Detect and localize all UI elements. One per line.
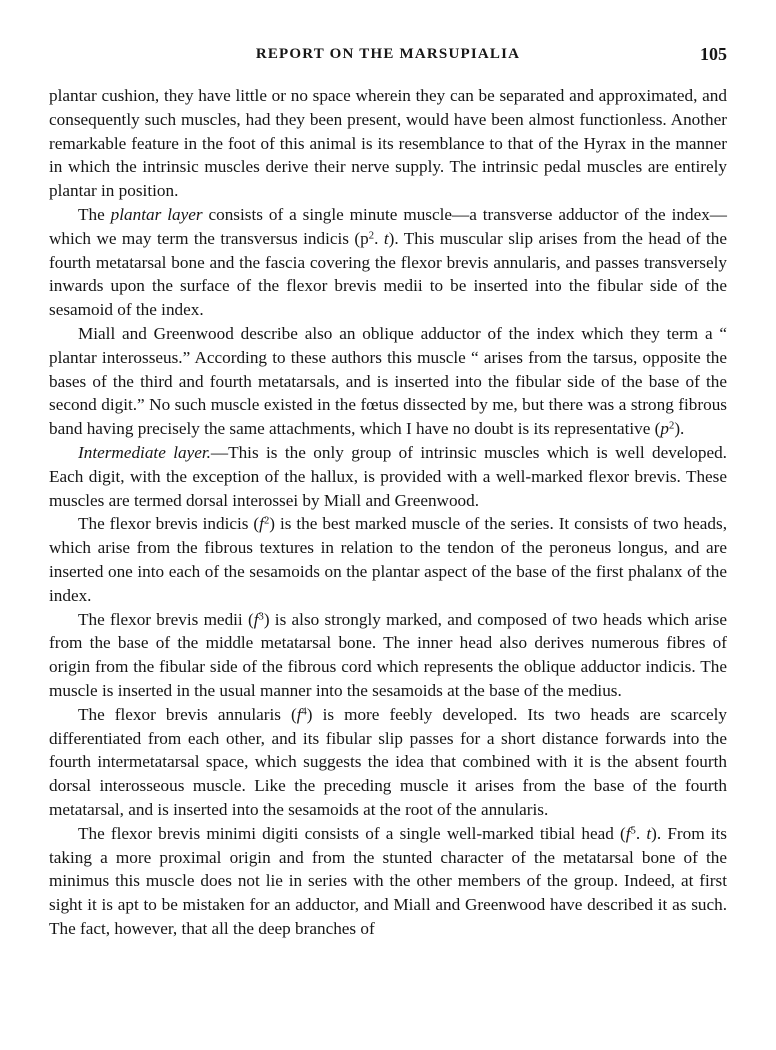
superscript: 2 [263,516,270,528]
italic-text: f [259,514,264,534]
italic-text: plantar layer [110,204,203,224]
paragraph [49,608,727,703]
text-run: —This is the only group of intrinsic muscles which is well developed. Each digit, with the exception of the hallux, is provided with a well-marked flexor brevis. These muscles are termed dorsal interossei by Miall and Greenwood. [49,442,727,510]
paragraph [49,703,727,822]
text-run: ) is more feebly developed. Its two heads are scarcely differentiated from each other, and its fibular slip passes for a short distance forwards into the fourth intermetatarsal space, which suggests the idea that combined with it is the absent fourth dorsal interosseous muscle. Like the preceding muscle it arises from the base of the fourth metatarsal, and is inserted into the sesamoids at the root of the annularis. [49,704,727,819]
text-run: The flexor brevis indicis ( [78,514,260,534]
paragraph [49,512,727,607]
italic-text: Intermediate layer. [78,442,211,462]
text-run: ) is also strongly marked, and composed of two heads which arise from the base of the middle metatarsal bone. The inner head also derives numerous fibres of origin from the fibular side of the fibrous cord which represents the oblique adductor indicis. The muscle is inserted in the usual manner into the sesamoids at the base of the medius. [49,609,727,700]
text-run: The flexor brevis medii ( [78,609,254,629]
italic-text: f [625,823,631,843]
paragraph [49,203,727,322]
italic-text: p [660,419,669,439]
running-title: REPORT ON THE MARSUPIALIA [255,46,521,62]
text-run: ) is the best marked muscle of the series. It consists of two heads, which arise from the fibrous textures in relation to the tendon of the peroneus longus, and are inserted one into each of the sesamoids on the plantar aspect of the base of the first phalanx of the index. [49,514,727,605]
superscript: 4 [301,706,307,718]
paragraph [49,322,727,441]
text-run: The flexor brevis minimi digiti consists of a single well-marked tibial head ( [78,823,626,843]
paragraph [49,822,727,941]
body-text [49,84,727,941]
italic-text: t [646,823,652,843]
italic-text: f [253,609,259,629]
paragraph [49,84,727,203]
text-run: The [78,204,111,224]
superscript: 2 [669,420,675,432]
text-run: . [374,228,384,248]
text-run: ). This muscular slip arises from the head of the fourth metatarsal bone and the fascia covering the flexor brevis annularis, and passes transversely inwards upon the surface of the flexor brevis medii to be inserted into the fibular side of the sesamoid of the index. [49,228,728,320]
text-run: The flexor brevis annularis ( [78,704,297,724]
text-run: consists of a single minute muscle—a transverse adductor of the index—which we may term the transversus indicis (p [49,204,727,248]
superscript: 5 [630,825,636,837]
text-run: ). From its taking a more proximal origin and from the stunted character of the metatarsal bone of the minimus this muscle does not lie in series with the other members of the group. Indeed, at first sight it is apt to be mistaken for an adductor, and Miall and Greenwood have described it as such. The fact, however, that all the deep branches of [49,823,727,938]
text-run: ). [674,419,685,439]
page-number: 105 [700,44,727,64]
italic-text: f [296,704,302,724]
paragraph [49,441,727,512]
italic-text: t [383,228,389,248]
page-header [49,44,727,68]
superscript: 2 [368,230,375,242]
text-run: . [635,823,647,843]
text-run: Miall and Greenwood describe also an oblique adductor of the index which they term a “ plantar interosseus.” According to these authors this muscle “ arises from the tarsus, opposite the bases of the third and fourth metatarsals, and is inserted into the fibular side of the base of the second digit.” No such muscle existed in the fœtus dissected by me, but there was a strong fibrous band having precisely the same attachments, which I have no doubt is its representative ( [49,323,727,439]
superscript: 3 [258,611,264,623]
text-run: plantar cushion, they have little or no space wherein they can be separated and approximated, and consequently such muscles, had they been present, would have been almost functionless. Another remarkable feature in the foot of this animal is its resemblance to that of the Hyrax in the manner in which the intrinsic muscles derive their nerve supply. The intrinsic pedal muscles are entirely plantar in position. [49,86,727,201]
